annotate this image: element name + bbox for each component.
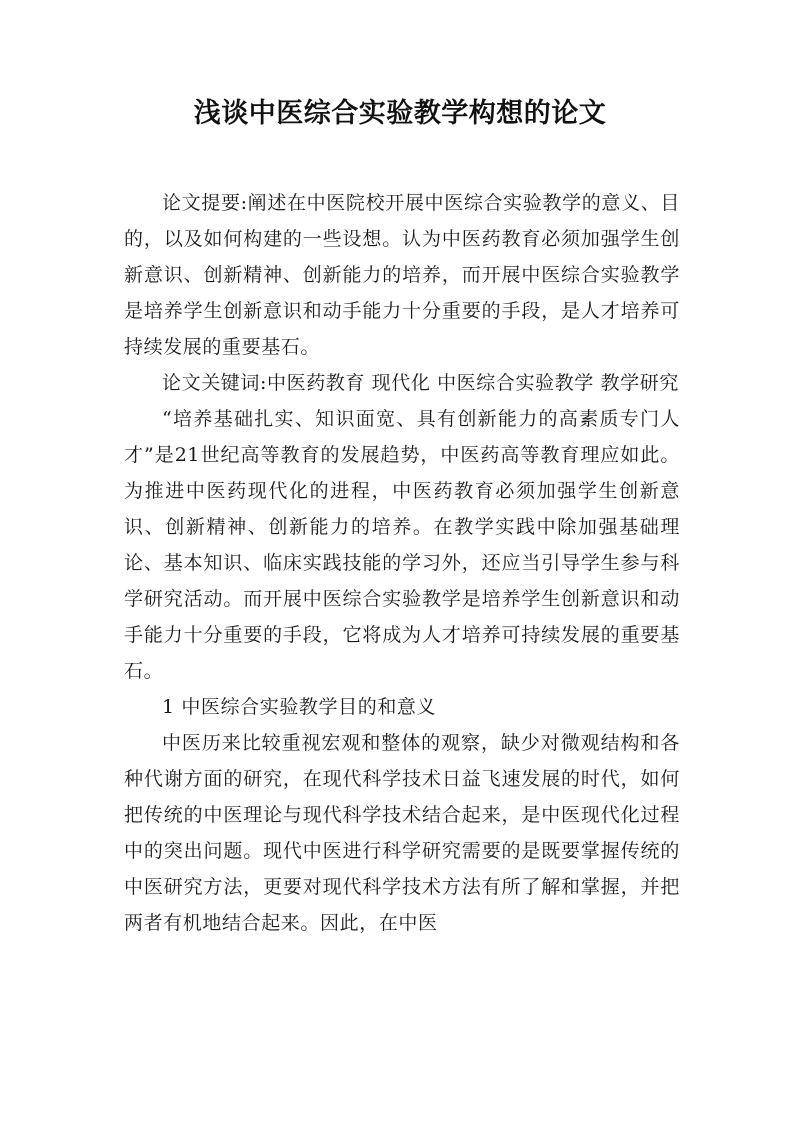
intro-paragraph: “培养基础扎实、知识面宽、具有创新能力的高素质专门人才”是21世纪高等教育的发展趋势，中医药高等教育理应如此。为推进中医药现代化的进程，中医药教育必须加强学生创新意识、创新精神、创新能力的培养。在教学实践中除加强基础理论、基本知识、临床实践技能的学习外，还应当引导学生参与科学研究活动。而开展中医综合实验教学是培养学生创新意识和动手能力十分重要的手段，它将成为人才培养可持续发展的重要基石。 xyxy=(124,408,680,682)
document-title: 浅谈中医综合实验教学构想的论文 xyxy=(193,98,607,129)
section-heading: 1 中医综合实验教学目的和意义 xyxy=(162,696,437,718)
section-paragraph: 中医历来比较重视宏观和整体的观察，缺少对微观结构和各种代谢方面的研究，在现代科学技术日益飞速发展的时代，如何把传统的中医理论与现代科学技术结合起来，是中医现代化过程中的突出问题。现代中医进行科学研究需要的是既要掌握传统的中医研究方法，更要对现代科学技术方法有所了解和掌握，并把两者有机地结合起来。因此，在中医 xyxy=(124,732,680,934)
abstract-paragraph: 论文提要:阐述在中医院校开展中医综合实验教学的意义、目的，以及如何构建的一些设想。认为中医药教育必须加强学生创新意识、创新精神、创新能力的培养，而开展中医综合实验教学是培养学生创新意识和动手能力十分重要的手段，是人才培养可持续发展的重要基石。 xyxy=(124,192,680,358)
document-body xyxy=(124,185,680,941)
keywords-paragraph: 论文关键词:中医药教育 现代化 中医综合实验教学 教学研究 xyxy=(162,372,679,394)
